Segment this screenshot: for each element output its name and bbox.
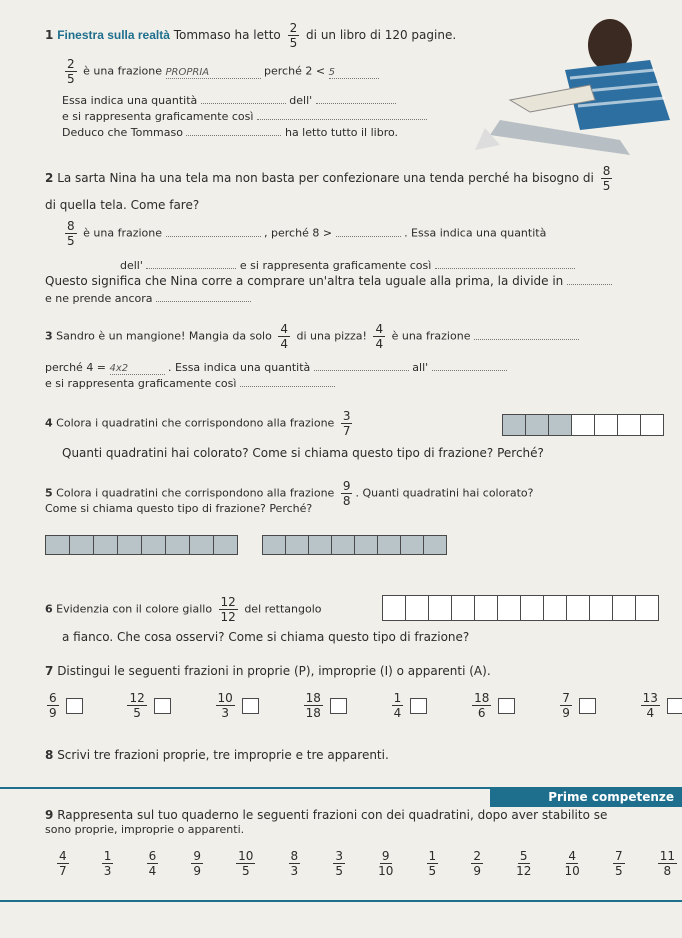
exercise-number: 1 (45, 28, 54, 42)
fraction-item (301, 692, 347, 719)
fraction: $\frac{8}{3}$ (290, 849, 299, 878)
fraction: $\frac{9}{9}$ (193, 849, 201, 878)
exercise-question: Quanti quadratini hai colorato? Come si chiama questo tipo di frazione? Perché? (62, 446, 544, 460)
boy-reading-illustration (470, 0, 682, 160)
answer-checkbox[interactable] (154, 698, 171, 714)
fraction: $\frac{12}{12}$ (220, 595, 236, 624)
grid-cell[interactable] (190, 536, 214, 554)
grid-cell[interactable] (355, 536, 378, 554)
grid-cell[interactable] (521, 596, 544, 620)
fraction: $\frac{8}{5}$ (602, 164, 611, 193)
grid-cell[interactable] (590, 596, 613, 620)
grid-cell[interactable] (378, 536, 401, 554)
answer-field[interactable] (257, 108, 427, 120)
fraction: $\frac{13}{4}$ (642, 691, 658, 720)
grid-cell[interactable] (636, 596, 658, 620)
ex1-line2: $\frac{2}{5}$ è una frazione PROPRIA perché 2 < 5 (62, 58, 462, 85)
fraction: $\frac{7}{9}$ (562, 691, 570, 720)
fraction: $\frac{11}{8}$ (659, 849, 675, 878)
grid-cell[interactable] (452, 596, 475, 620)
fraction: $\frac{1}{5}$ (428, 849, 437, 878)
answer-checkbox[interactable] (667, 698, 682, 714)
exercise-title: Finestra sulla realtà (57, 28, 170, 42)
answer-field[interactable]: 4x2 (110, 363, 165, 375)
fraction-item (469, 692, 515, 719)
grid-cell[interactable] (70, 536, 94, 554)
fraction-item (557, 692, 596, 719)
answer-field[interactable] (314, 359, 409, 371)
exercise-text: a fianco. Che cosa osservi? Come si chiama questo tipo di frazione? (62, 630, 470, 644)
grid-cell[interactable] (429, 596, 452, 620)
grid-cell[interactable] (332, 536, 355, 554)
fraction: $\frac{6}{4}$ (148, 849, 157, 878)
answer-checkbox[interactable] (330, 698, 347, 714)
fraction-item (213, 692, 259, 719)
grid-cell[interactable] (503, 415, 526, 435)
grid-cell[interactable] (567, 596, 590, 620)
grid-cell[interactable] (526, 415, 549, 435)
answer-field[interactable] (240, 375, 335, 387)
answer-field[interactable] (146, 257, 236, 269)
fraction: $\frac{10}{3}$ (217, 691, 233, 720)
ex1-line4: e si rappresenta graficamente così (62, 108, 427, 123)
exercise-4: 4 Colora i quadratini che corrispondono alla frazione $\frac{3}{7}$ (45, 409, 351, 438)
answer-checkbox[interactable] (410, 698, 427, 714)
answer-field[interactable]: PROPRIA (166, 67, 261, 79)
fraction: $\frac{2}{5}$ (289, 21, 298, 50)
answer-field[interactable] (435, 257, 575, 269)
grid-cell[interactable] (595, 415, 618, 435)
exercise-2: 2 La sarta Nina ha una tela ma non basta per confezionare una tenda perché ha bisogno di $\frac{8}{5}$ (45, 164, 611, 193)
ex1-line3: Essa indica una quantità dell' (62, 92, 396, 107)
grid-cell[interactable] (641, 415, 663, 435)
exercise-8: 8 Scrivi tre frazioni proprie, tre improprie e tre apparenti. (45, 748, 389, 762)
answer-field[interactable] (201, 92, 286, 104)
grid-cell[interactable] (46, 536, 70, 554)
grid-cell[interactable] (383, 596, 406, 620)
exercise-1 (45, 22, 485, 49)
grid-cell[interactable] (142, 536, 166, 554)
ex1-line5: Deduco che Tommaso ha letto tutto il libro. (62, 126, 399, 139)
grid-cell[interactable] (549, 415, 572, 435)
fraction: $\frac{3}{5}$ (335, 849, 343, 878)
grid-cell[interactable] (401, 536, 424, 554)
answer-field[interactable] (336, 225, 401, 237)
answer-checkbox[interactable] (66, 698, 83, 714)
fraction: $\frac{1}{4}$ (393, 691, 402, 720)
fraction-grid-b[interactable] (262, 535, 447, 555)
exercise-5: 5 Colora i quadratini che corrispondono alla frazione $\frac{9}{8}$ . Quanti quadratini hai colorato? (45, 479, 534, 508)
grid-cell[interactable] (475, 596, 498, 620)
fraction: $\frac{2}{9}$ (473, 849, 481, 878)
grid-cell[interactable] (498, 596, 521, 620)
exercise-3: 3 Sandro è un mangione! Mangia da solo $\frac{4}{4}$ di una pizza! $\frac{4}{4}$ è una frazione (45, 323, 665, 350)
ex2-line2: $\frac{8}{5}$ è una frazione , perché 8 > . Essa indica una quantità (67, 219, 547, 248)
ex2-line5: e ne prende ancora (45, 290, 251, 305)
grid-cell[interactable] (406, 596, 429, 620)
exercise-text: di un libro di 120 pagine. (306, 28, 457, 42)
exercise-text: Tommaso ha letto (173, 28, 281, 42)
fraction: $\frac{4}{7}$ (59, 849, 67, 878)
grid-cell[interactable] (263, 536, 286, 554)
exercise-6: 6 Evidenzia con il colore giallo $\frac{12}{12}$ del rettangolo (45, 595, 322, 624)
fraction: $\frac{4}{10}$ (564, 849, 580, 878)
fraction: $\frac{9}{10}$ (378, 849, 394, 878)
exercise-text: di quella tela. Come fare? (45, 198, 200, 212)
fraction: $\frac{6}{9}$ (49, 691, 57, 720)
fraction-item (389, 692, 428, 719)
grid-cell[interactable] (309, 536, 332, 554)
answer-field[interactable] (316, 92, 396, 104)
fraction: $\frac{18}{18}$ (305, 691, 321, 720)
grid-cell[interactable] (424, 536, 446, 554)
answer-checkbox[interactable] (242, 698, 259, 714)
fraction-item (44, 692, 83, 719)
fraction: $\frac{5}{12}$ (516, 849, 532, 878)
answer-field[interactable] (474, 328, 579, 340)
prime-competenze-banner: Prime competenze (490, 787, 682, 807)
ex2-line3: dell' e si rappresenta graficamente così (120, 257, 575, 272)
grid-cell[interactable] (544, 596, 567, 620)
fraction: $\frac{4}{4}$ (375, 322, 384, 351)
fraction: $\frac{12}{5}$ (129, 691, 145, 720)
fraction: $\frac{8}{5}$ (67, 219, 75, 248)
answer-field[interactable] (156, 290, 251, 302)
fraction: $\frac{10}{5}$ (238, 849, 254, 878)
fraction-item (638, 692, 682, 719)
fraction: $\frac{2}{5}$ (67, 57, 75, 86)
grid-cell[interactable] (613, 596, 636, 620)
ex3-line2: perché 4 = 4x2 . Essa indica una quantità all' (45, 359, 507, 375)
rectangle-grid-12[interactable] (382, 595, 659, 621)
grid-cell[interactable] (214, 536, 237, 554)
ex3-line3: e si rappresenta graficamente così (45, 375, 335, 390)
exercise-text: Come si chiama questo tipo di frazione? Perché? (45, 502, 313, 515)
fraction: $\frac{4}{4}$ (280, 322, 288, 351)
fraction-item (124, 692, 170, 719)
fraction: $\frac{9}{8}$ (342, 479, 351, 508)
ex7-fractions (44, 692, 682, 719)
grid-cell[interactable] (572, 415, 595, 435)
answer-checkbox[interactable] (579, 698, 596, 714)
grid-cell[interactable] (618, 415, 641, 435)
exercise-9: 9 Rappresenta sul tuo quaderno le seguenti frazioni con dei quadratini, dopo aver stabilito se (45, 808, 608, 822)
grid-cell[interactable] (94, 536, 118, 554)
ex9-fractions (54, 850, 680, 877)
fraction: $\frac{3}{7}$ (342, 409, 351, 438)
grid-cell[interactable] (118, 536, 142, 554)
ex2-line4: Questo significa che Nina corre a comprare un'altra tela uguale alla prima, la divide in (45, 273, 612, 288)
answer-field[interactable] (567, 273, 612, 285)
answer-checkbox[interactable] (498, 698, 515, 714)
grid-cell[interactable] (166, 536, 190, 554)
bottom-rule (0, 900, 682, 902)
fraction: $\frac{1}{3}$ (103, 849, 112, 878)
fraction: $\frac{7}{5}$ (614, 849, 623, 878)
exercise-text: sono proprie, improprie o apparenti. (45, 823, 245, 836)
fraction-grid-a[interactable] (45, 535, 238, 555)
answer-field[interactable] (186, 124, 281, 136)
fraction-grid-3-7[interactable] (502, 414, 664, 436)
answer-field[interactable]: 5 (329, 67, 379, 79)
answer-field[interactable] (432, 359, 507, 371)
fraction: $\frac{18}{6}$ (474, 691, 490, 720)
grid-cell[interactable] (286, 536, 309, 554)
exercise-7: 7 Distingui le seguenti frazioni in proprie (P), improprie (I) o apparenti (A). (45, 664, 491, 678)
answer-field[interactable] (166, 225, 261, 237)
